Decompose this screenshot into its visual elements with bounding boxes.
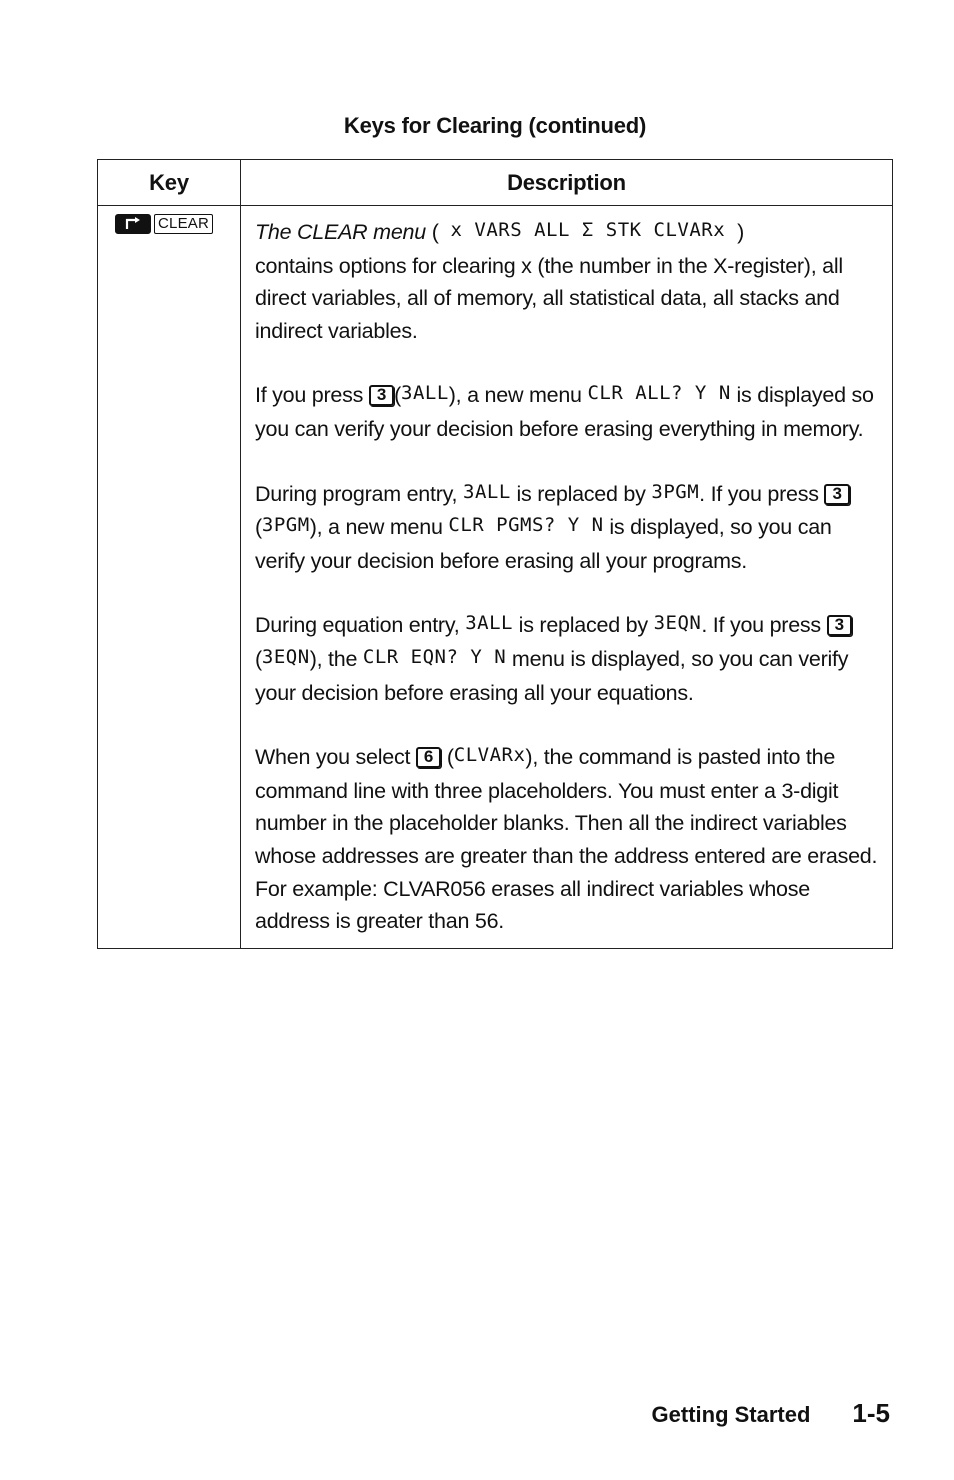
text-run: During equation entry, — [255, 613, 466, 638]
text-run: If you press — [255, 383, 369, 408]
lcd-text: 3ALL — [401, 382, 449, 405]
text-run: ), a new menu — [309, 515, 449, 540]
key-cell — [98, 206, 241, 949]
lcd-menu-items: x VARS ALL Σ STK CLVARx — [438, 219, 738, 241]
lcd-text: 3PGM — [651, 480, 700, 503]
right-shift-key-icon — [115, 214, 151, 234]
paragraph-equation-entry — [255, 609, 882, 709]
text-run: ( — [441, 745, 454, 770]
text-run: ) — [737, 220, 745, 244]
text-run: When you select — [255, 745, 416, 770]
text-run: contains options for clearing x (the number in the X-register), all direct variables, all of memory, all statistical data, all stacks and indirect variables. — [255, 253, 843, 343]
clear-key: CLEAR — [154, 214, 213, 234]
lcd-text: CLR PGMS? Y N — [448, 514, 604, 537]
header-key: Key — [98, 160, 241, 206]
paragraph-clear-all — [255, 379, 882, 445]
text-run: is replaced by — [510, 481, 652, 506]
text-run: ( — [255, 646, 262, 671]
page-footer — [652, 1398, 890, 1429]
lcd-text: CLVARx — [453, 744, 526, 767]
key-3: 3 — [827, 615, 852, 636]
table-row — [98, 206, 893, 949]
lcd-text: 3ALL — [463, 480, 511, 503]
text-run: ), the — [309, 646, 363, 671]
header-description: Description — [241, 160, 893, 206]
text-run: menu is displayed, so you can verify your decision before erasing all your equations. — [255, 646, 849, 705]
description-cell — [241, 206, 893, 949]
lcd-text: CLR ALL? Y N — [587, 382, 731, 405]
lcd-text: CLR EQN? Y N — [362, 645, 507, 668]
table-header-row — [98, 160, 893, 206]
key-3: 3 — [369, 385, 394, 406]
text-run: . If you press — [699, 481, 825, 506]
lcd-text: 3EQN — [653, 612, 702, 635]
text-run: ( — [394, 383, 401, 408]
text-run: ), the command is pasted into the command line with three placeholders. You must enter a 3-digit number in the placeholder blanks. Then all the indirect variables whose addresses are greater than the address entered are erased. For example: CLVAR056 erases all indirect variables whose address is greater than 56. — [255, 745, 878, 934]
text-run: . If you press — [701, 613, 827, 638]
page-number: 1-5 — [852, 1398, 890, 1428]
lcd-text: 3PGM — [261, 514, 310, 537]
text-run: is displayed so you can verify your decision before erasing everything in memory. — [255, 383, 874, 441]
paragraph-program-entry — [255, 478, 882, 578]
lcd-text: 3ALL — [465, 612, 513, 635]
footer-section-title: Getting Started — [651, 1402, 811, 1427]
key-6: 6 — [416, 747, 441, 768]
text-run: ( — [425, 220, 439, 244]
text-run: ), a new menu — [448, 383, 588, 408]
paragraph-clvar — [255, 741, 882, 938]
keys-table — [97, 159, 893, 949]
table-caption: Keys for Clearing (continued) — [343, 113, 647, 138]
text-run: ( — [255, 515, 262, 540]
key-3: 3 — [824, 484, 849, 505]
menu-intro: The CLEAR menu — [255, 220, 426, 244]
text-run: is displayed, so you can verify your decision before erasing all your programs. — [255, 515, 832, 573]
text-run: During program entry, — [255, 481, 463, 506]
paragraph-clear-menu — [255, 216, 882, 347]
lcd-text: 3EQN — [261, 645, 310, 668]
text-run: is replaced by — [512, 613, 654, 638]
